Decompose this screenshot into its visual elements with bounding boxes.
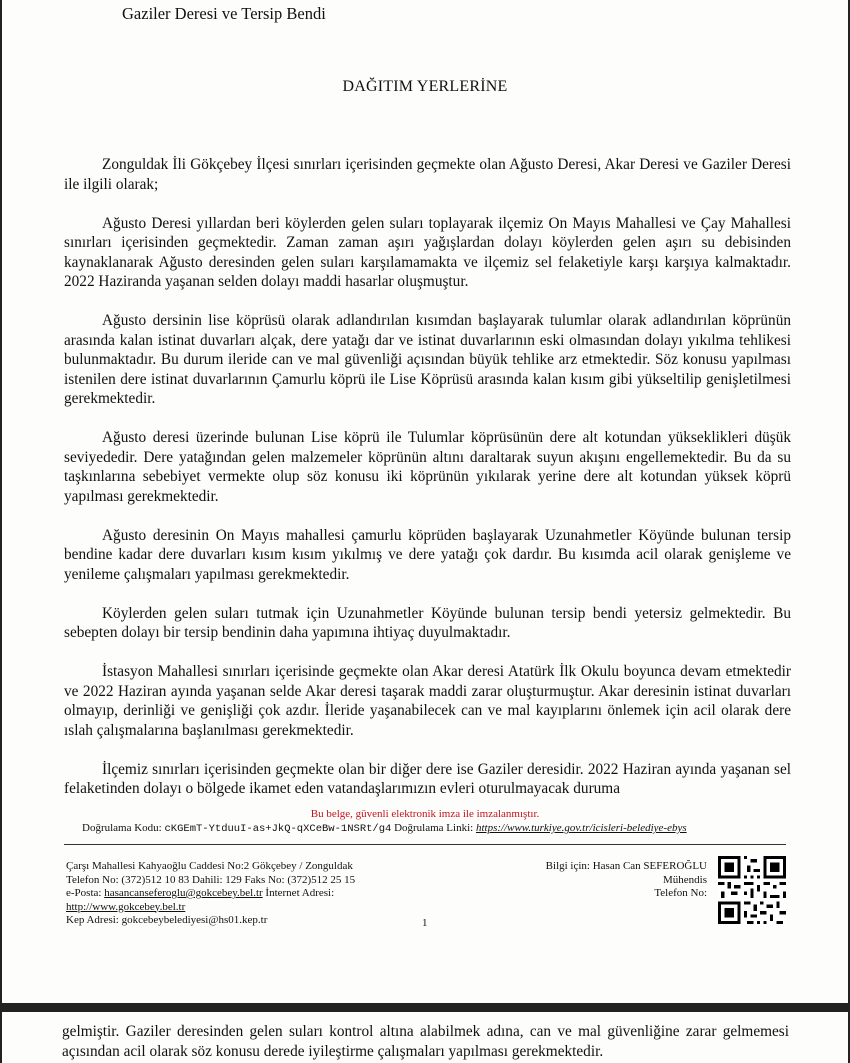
footer-web-link[interactable]: http://www.gokcebey.bel.tr: [66, 900, 186, 913]
verification-link-label: Doğrulama Linki:: [394, 822, 474, 834]
qr-code-icon: [718, 856, 786, 924]
document-page-2: [2, 1012, 848, 1063]
verification-code-label: Doğrulama Kodu:: [82, 822, 162, 834]
verification-code: cKGEmT-YtduuI-as+JkQ-qXCeBw-1NSRt/g4: [164, 823, 392, 835]
distribution-heading: DAĞITIM YERLERİNE: [342, 78, 508, 95]
paragraph: Ağusto Deresi yıllardan beri köylerden gelen suları toplayarak ilçemiz On Mayıs Mahallesi ve Çay Mahallesi sınırları içerisinden geçmektedir. Zaman zaman aşırı yağışlardan dolayı köylerden gelen aşırı su debisinden kaynaklanarak Ağusto deresinden gelen suları karşılamamakta ve ilçemiz sel felaketiyle karşı karşıya kalmaktadır. 2022 Haziranda yaşanan selden dolayı maddi hasarlar oluşmuştur.: [64, 214, 791, 290]
page-number: 1: [422, 917, 428, 929]
document-page-1: [2, 0, 848, 1003]
subject-line: Gaziler Deresi ve Tersip Bendi: [122, 4, 326, 23]
footer-divider: [64, 844, 786, 845]
footer-contact-title: Mühendis: [663, 873, 707, 886]
verification-line: [82, 822, 687, 835]
footer-email-label: e-Posta:: [66, 887, 102, 899]
paragraph: Köylerden gelen suları tutmak için Uzunahmetler Köyünde bulunan tersip bendi yetersiz gelmektedir. Bu sebepten dolayı bir tersip bendinin daha yapımına ihtiyaç duyulmaktadır.: [64, 604, 791, 641]
e-signature-note: Bu belge, güvenli elektronik imza ile imzalanmıştır.: [310, 808, 540, 820]
paragraph: Ağusto deresinin On Mayıs mahallesi çamurlu köprüden başlayarak Uzunahmetler Köyünde bulunan tersip bendine kadar dere duvarları kısım kısım yıkılmış ve dere yatağı çok dardır. Bu kısımda acil olarak genişleme ve yenileme çalışmaları yapılması gerekmektedir.: [64, 526, 791, 583]
letter-body: [64, 155, 791, 799]
footer-phone: Telefon No: (372)512 10 83 Dahili: 129 Faks No: (372)512 25 15: [66, 873, 356, 886]
footer-info-block: [482, 860, 707, 901]
footer-contact-phone: Telefon No:: [654, 887, 707, 899]
verification-link[interactable]: https://www.turkiye.gov.tr/icisleri-belediye-ebys: [475, 822, 687, 834]
paragraph: Ağusto dersinin lise köprüsü olarak adlandırılan kısımdan başlayarak tulumlar olarak adlandırılan köprünün arasında kalan istinat duvarları alçak, dere yatağı dar ve istinat duvarlarının eski olmasından dolayı yıkılma tehlikesi bulunmaktadır. Bu durum ileride can ve mal güvenliği açısından büyük tehlike arz etmektedir. Söz konusu yapılması istenilen dere istinat duvarlarının Çamurlu köprü ile Lise Köprüsü arasında kalan kısım gibi yükseltilip genişletilmesi gerekmektedir.: [64, 312, 791, 407]
footer-email-link[interactable]: hasancanseferoglu@gokcebey.bel.tr: [104, 887, 263, 899]
footer-contact-name: Bilgi için: Hasan Can SEFEROĞLU: [545, 860, 707, 872]
paragraph: Zonguldak İli Gökçebey İlçesi sınırları içerisinden geçmekte olan Ağusto Deresi, Akar Deresi ve Gaziler Deresi ile ilgili olarak;: [64, 156, 791, 193]
footer-address: Çarşı Mahallesi Kahyaoğlu Caddesi No:2 Gökçebey / Zonguldak: [66, 860, 353, 872]
paragraph: İstasyon Mahallesi sınırları içerisinde geçmekte olan Akar deresi Atatürk İlk Okulu boyunca devam etmektedir ve 2022 Haziran ayında yaşanan selde Akar deresi taşarak maddi zarar oluşturmuştur. Akar deresinin istinat duvarları olmayıp, derinliği ve genişliği çok azdır. İleride yaşanabilecek can ve mal kayıplarını önlemek için acil olarak dere ıslah çalışmalarına başlanılması gerekmektedir.: [64, 663, 791, 739]
paragraph: Ağusto deresi üzerinde bulunan Lise köprü ile Tulumlar köprüsünün dere alt kotundan yükseklikleri düşük seviyededir. Dere yatağından gelen malzemeler köprünün altını daraltarak suyun akışını engellemektedir. Bu da su taşkınlarına sebebiyet vermekte olup söz konusu iki köprünün yıkılarak yerine dere alt kotundan yüksek köprü yapılması gerekmektedir.: [64, 429, 791, 505]
paragraph: İlçemiz sınırları içerisinden geçmekte olan bir diğer dere ise Gaziler deresidir. 2022 Haziran ayında yaşanan sel felaketinden dolayı o bölgede ikamet eden vatandaşlarımızın evleri oturulmayacak duruma: [64, 760, 791, 797]
footer-kep: Kep Adresi: gokcebeybelediyesi@hs01.kep.tr: [66, 914, 268, 926]
footer-contact-block: [66, 860, 355, 928]
footer-email-row: [66, 887, 355, 901]
continued-paragraph: gelmiştir. Gaziler deresinden gelen suları kontrol altına alabilmek adına, can ve mal güvenliğine zarar gelmemesi açısından acil olarak söz konusu derede iyileştirme çalışmaları yapılması gerekmektedir.: [62, 1023, 789, 1060]
footer-web-label: İnternet Adresi:: [265, 887, 335, 899]
